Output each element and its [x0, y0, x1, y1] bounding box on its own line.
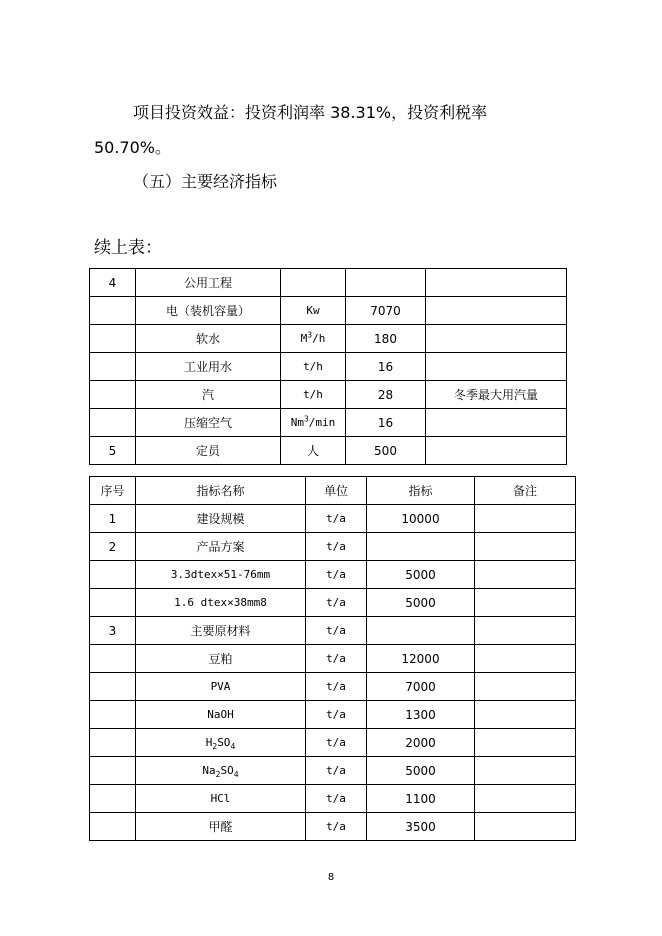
- cell-no: 4: [90, 269, 136, 297]
- cell-value: 7070: [346, 297, 426, 325]
- cell-unit: t/a: [306, 813, 367, 841]
- formula-part: SO: [220, 764, 234, 777]
- table-row: [90, 381, 567, 409]
- table-row: [90, 297, 567, 325]
- benefit-paragraph-line1: 项目投资效益：投资利润率 38.31%，投资利税率: [133, 103, 488, 122]
- cell-unit: [281, 325, 346, 353]
- cell-no: [90, 381, 136, 409]
- header-value: 指标: [367, 477, 475, 505]
- cell-no: [90, 561, 136, 589]
- cell-unit: t/h: [281, 381, 346, 409]
- cell-value: 10000: [367, 505, 475, 533]
- cell-unit: t/a: [306, 533, 367, 561]
- header-note: 备注: [475, 477, 576, 505]
- cell-value: [346, 269, 426, 297]
- cell-note: [426, 325, 567, 353]
- cell-note: 冬季最大用汽量: [426, 381, 567, 409]
- continued-label: 续上表：: [94, 238, 162, 258]
- cell-name: 电（装机容量）: [136, 297, 281, 325]
- header-name: 指标名称: [136, 477, 306, 505]
- cell-name: HCl: [136, 785, 306, 813]
- cell-note: [426, 297, 567, 325]
- cell-no: 3: [90, 617, 136, 645]
- cell-name: [136, 729, 306, 757]
- cell-note: [475, 673, 576, 701]
- cell-name: 豆粕: [136, 645, 306, 673]
- cell-no: [90, 729, 136, 757]
- cell-unit: t/a: [306, 785, 367, 813]
- cell-value: 16: [346, 353, 426, 381]
- cell-value: 5000: [367, 589, 475, 617]
- cell-no: [90, 673, 136, 701]
- cell-unit: t/a: [306, 505, 367, 533]
- table-row: [90, 785, 576, 813]
- section-heading: （五）主要经济指标: [133, 172, 278, 191]
- cell-note: [426, 409, 567, 437]
- cell-value: [367, 533, 475, 561]
- table-row: [90, 437, 567, 465]
- table-row: [90, 645, 576, 673]
- cell-note: [426, 269, 567, 297]
- cell-value: 5000: [367, 561, 475, 589]
- cell-name: 3.3dtex×51-76mm: [136, 561, 306, 589]
- cell-unit: t/a: [306, 645, 367, 673]
- cell-value: 16: [346, 409, 426, 437]
- cell-name: 汽: [136, 381, 281, 409]
- cell-no: [90, 325, 136, 353]
- cell-value: 500: [346, 437, 426, 465]
- cell-value: 2000: [367, 729, 475, 757]
- cell-no: [90, 785, 136, 813]
- cell-no: 1: [90, 505, 136, 533]
- table-row: [90, 353, 567, 381]
- table-row: [90, 673, 576, 701]
- formula-subscript: 4: [233, 770, 239, 780]
- table-row: [90, 729, 576, 757]
- cell-unit: t/h: [281, 353, 346, 381]
- cell-value: 3500: [367, 813, 475, 841]
- table-header-row: [90, 477, 576, 505]
- formula-subscript: 4: [230, 742, 236, 752]
- formula-part: H: [205, 736, 213, 749]
- cell-no: [90, 353, 136, 381]
- table-row: [90, 757, 576, 785]
- cell-unit: t/a: [306, 673, 367, 701]
- cell-name: 软水: [136, 325, 281, 353]
- unit-superscript: 3: [307, 330, 313, 340]
- cell-note: [426, 353, 567, 381]
- cell-unit: 人: [281, 437, 346, 465]
- formula-part: Na: [202, 764, 216, 777]
- cell-no: [90, 813, 136, 841]
- cell-note: [475, 533, 576, 561]
- cell-no: 5: [90, 437, 136, 465]
- cell-name: 定员: [136, 437, 281, 465]
- cell-no: [90, 701, 136, 729]
- unit-tail: /h: [312, 332, 326, 345]
- benefit-paragraph-line2: 50.70%。: [94, 138, 172, 157]
- cell-unit: t/a: [306, 757, 367, 785]
- header-no: 序号: [90, 477, 136, 505]
- utilities-table: [89, 268, 567, 465]
- cell-unit: t/a: [306, 561, 367, 589]
- cell-unit: [281, 269, 346, 297]
- cell-unit: t/a: [306, 617, 367, 645]
- table-row: [90, 533, 576, 561]
- table-row: [90, 269, 567, 297]
- table-row: [90, 505, 576, 533]
- cell-value: 1300: [367, 701, 475, 729]
- table-row: [90, 589, 576, 617]
- cell-unit: t/a: [306, 729, 367, 757]
- cell-no: [90, 297, 136, 325]
- table-row: [90, 813, 576, 841]
- cell-note: [475, 617, 576, 645]
- cell-value: 180: [346, 325, 426, 353]
- unit-main: M: [300, 332, 308, 345]
- cell-name: [136, 757, 306, 785]
- cell-note: [475, 589, 576, 617]
- cell-note: [475, 505, 576, 533]
- cell-note: [475, 645, 576, 673]
- unit-main: Nm: [290, 416, 304, 429]
- page-number: 8: [327, 872, 335, 883]
- cell-name: 压缩空气: [136, 409, 281, 437]
- cell-note: [475, 729, 576, 757]
- cell-name: 建设规模: [136, 505, 306, 533]
- header-unit: 单位: [306, 477, 367, 505]
- table-row: [90, 617, 576, 645]
- cell-value: [367, 617, 475, 645]
- cell-name: 主要原材料: [136, 617, 306, 645]
- unit-superscript: 3: [303, 414, 309, 424]
- cell-name: 1.6 dtex×38mm8: [136, 589, 306, 617]
- formula-part: SO: [217, 736, 231, 749]
- table-row: [90, 409, 567, 437]
- cell-unit: Kw: [281, 297, 346, 325]
- cell-no: [90, 409, 136, 437]
- economic-indicators-table: [89, 476, 576, 841]
- cell-name: 公用工程: [136, 269, 281, 297]
- cell-no: [90, 645, 136, 673]
- cell-unit: [281, 409, 346, 437]
- formula-subscript: 2: [215, 770, 221, 780]
- cell-name: 产品方案: [136, 533, 306, 561]
- cell-name: PVA: [136, 673, 306, 701]
- unit-tail: /min: [308, 416, 336, 429]
- cell-no: [90, 589, 136, 617]
- cell-note: [426, 437, 567, 465]
- cell-name: 甲醛: [136, 813, 306, 841]
- cell-note: [475, 785, 576, 813]
- table-row: [90, 325, 567, 353]
- cell-unit: t/a: [306, 701, 367, 729]
- cell-note: [475, 757, 576, 785]
- cell-unit: t/a: [306, 589, 367, 617]
- cell-value: 1100: [367, 785, 475, 813]
- cell-value: 7000: [367, 673, 475, 701]
- cell-name: NaOH: [136, 701, 306, 729]
- cell-value: 12000: [367, 645, 475, 673]
- cell-no: [90, 757, 136, 785]
- cell-note: [475, 561, 576, 589]
- table-row: [90, 701, 576, 729]
- cell-value: 5000: [367, 757, 475, 785]
- cell-note: [475, 813, 576, 841]
- cell-value: 28: [346, 381, 426, 409]
- cell-no: 2: [90, 533, 136, 561]
- cell-name: 工业用水: [136, 353, 281, 381]
- formula-subscript: 2: [212, 742, 218, 752]
- cell-note: [475, 701, 576, 729]
- table-row: [90, 561, 576, 589]
